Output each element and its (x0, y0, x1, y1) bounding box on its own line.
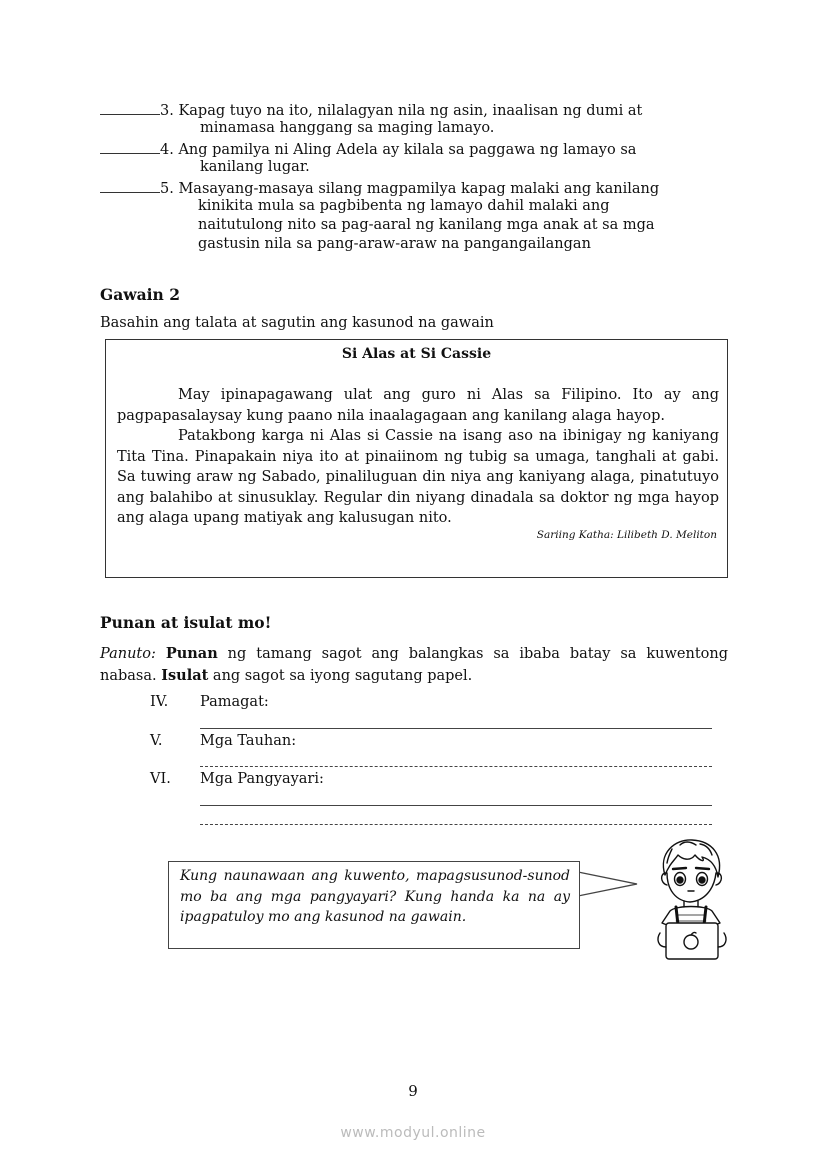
outline-label-tauhan: Mga Tauhan: (200, 733, 297, 749)
item-3-cont: minamasa hanggang sa maging lamayo. (200, 120, 495, 136)
item-5-cont-2: naitutulong nito sa pag-aaral ng kanilang mga anak at sa mga (198, 217, 655, 233)
answer-line[interactable] (200, 728, 712, 729)
section-heading-punan: Punan at isulat mo! (100, 613, 272, 632)
story-title: Si Alas at Si Cassie (341, 346, 492, 362)
outline-number: V. (150, 733, 163, 749)
story-paragraph: May ipinapagawang ulat ang guro ni Alas sa Filipino. Ito ay ang pagpapasalaysay kung paano nila inaalagagaan ang kanilang alaga hayop. (117, 387, 719, 424)
panuto-instructions: Panuto: Punan ng tamang sagot ang balangkas sa ibaba batay sa kuwentong nabasa. Isulat ang sagot sa iyong sagutang papel. (100, 645, 728, 684)
speech-bubble (168, 861, 580, 949)
item-5-cont-1: kinikita mula sa pagbibenta ng lamayo dahil malaki ang (198, 198, 610, 214)
answer-blank[interactable] (100, 139, 160, 154)
outline-number: IV. (150, 694, 169, 710)
speech-bubble-tail (575, 866, 645, 906)
speech-bubble-text: Kung naunawaan ang kuwento, mapagsusunod-sunod mo ba ang mga pangyayari? Kung handa ka na ay ipagpatuloy mo ang kasunod na gawain. (180, 868, 570, 925)
story-box (105, 339, 728, 578)
watermark: www.modyul.online (340, 1125, 486, 1141)
answer-line[interactable] (200, 805, 712, 806)
answer-line[interactable] (200, 766, 712, 767)
item-4: 4. Ang pamilya ni Aling Adela ay kilala sa paggawa ng lamayo sa (100, 139, 636, 161)
item-3: 3. Kapag tuyo na ito, nilalagyan nila ng asin, inaalisan ng dumi at (100, 100, 642, 122)
item-5: 5. Masayang-masaya silang magpamilya kapag malaki ang kanilang (100, 178, 659, 200)
answer-blank[interactable] (100, 100, 160, 115)
answer-line[interactable] (200, 824, 712, 825)
answer-blank[interactable] (100, 178, 160, 193)
outline-number: VI. (150, 771, 171, 787)
page-number: 9 (408, 1082, 418, 1100)
boy-with-tablet-illustration (640, 835, 740, 960)
story-paragraph: Patakbong karga ni Alas si Cassie na isang aso na ibinigay ng kaniyang Tita Tina. Pinapakain niya ito at pinaiinom ng tubig sa umaga, tanghali at gabi. Sa tuwing araw ng Sabado, pinaliluguan din niya ang kaniyang alaga, pinatutuyo ang balahibo at sinusuklay. Regular din niyang dinadala sa doktor ng mga hayop ang alaga upang matiyak ang kalusugan nito. (117, 428, 719, 526)
item-5-cont-3: gastusin nila sa pang-araw-araw na pangangailangan (198, 236, 591, 252)
outline-label-pangyayari: Mga Pangyayari: (200, 771, 324, 787)
story-credit: Sariing Katha: Lilibeth D. Meliton (536, 529, 717, 541)
section-heading-gawain-2: Gawain 2 (100, 285, 181, 304)
item-4-cont: kanilang lugar. (200, 159, 310, 175)
gawain-2-instruction: Basahin ang talata at sagutin ang kasunod na gawain (100, 315, 494, 331)
outline-label-pamagat: Pamagat: (200, 694, 269, 710)
story-body (117, 385, 719, 529)
